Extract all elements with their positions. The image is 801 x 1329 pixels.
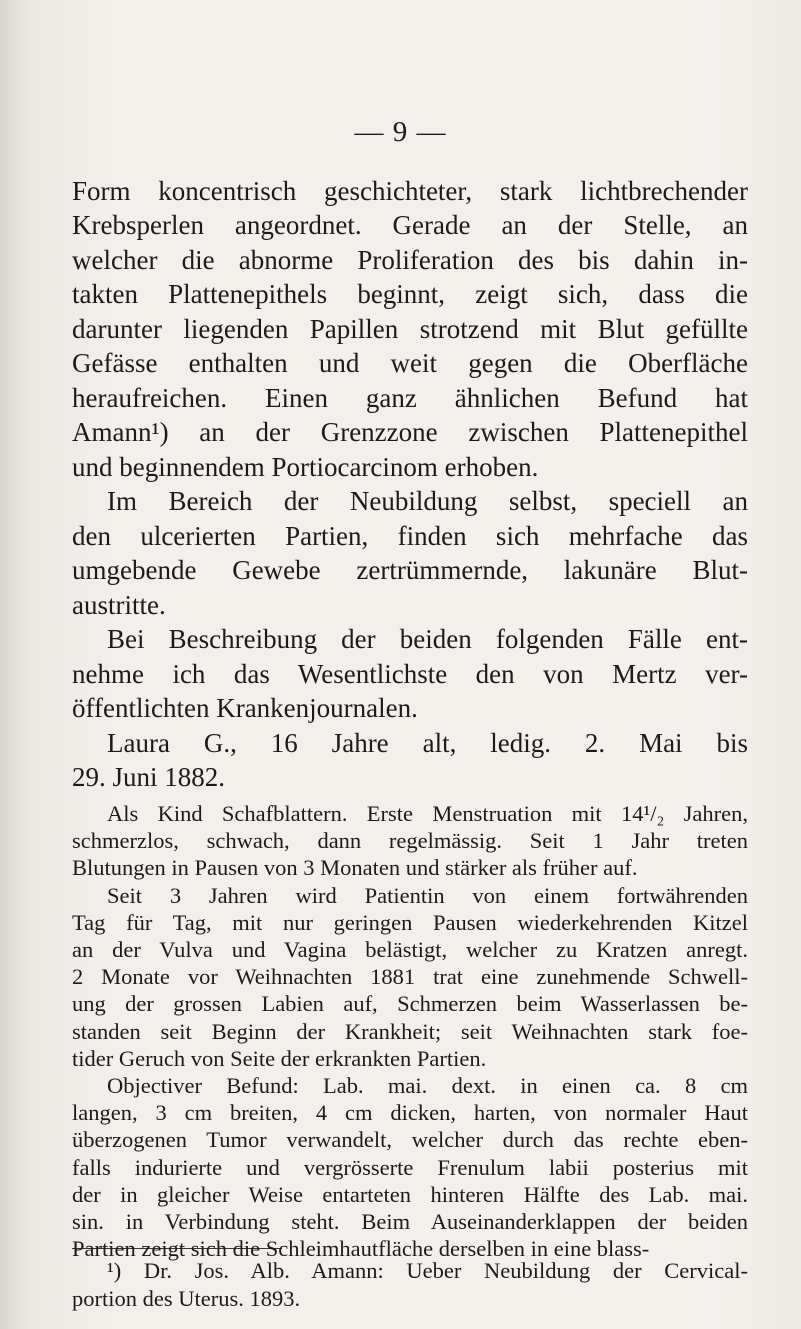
case-line: Tag für Tag, mit nur geringen Pausen wiederkehrenden Kitzel — [72, 909, 748, 935]
case-line: Blutungen in Pausen von 3 Monaten und stärker als früher auf. — [72, 855, 638, 881]
case-line: an der Vulva und Vagina belästigt, welcher zu Kratzen anregt. — [72, 937, 748, 962]
case-line: 2 Monate vor Weihnachten 1881 trat eine zunehmende Schwell- — [72, 964, 748, 990]
case-line: Objectiver Befund: Lab. mai. dext. in einen ca. 8 cm — [107, 1073, 748, 1098]
footnote-line: portion des Uterus. 1893. — [72, 1286, 301, 1311]
case-line: standen seit Beginn der Krankheit; seit Weihnachten stark foe- — [72, 1018, 748, 1044]
page-number: — 9 — — [354, 116, 447, 148]
text-line: den ulcerierten Partien, finden sich mehrfache das — [72, 521, 748, 551]
text-line: öffentlichten Krankenjournalen. — [72, 693, 418, 723]
case-line: der in gleicher Weise entarteten hinteren Hälfte des Lab. mai. — [72, 1181, 748, 1207]
text-line: Krebsperlen angeordnet. Gerade an der Stelle, an — [72, 210, 748, 240]
text-line: Form koncentrisch geschichteter, stark lichtbrechender — [72, 176, 748, 206]
case-line: tider Geruch von Seite der erkrankten Partien. — [72, 1045, 487, 1071]
text-line: takten Plattenepithels beginnt, zeigt sich, dass die — [72, 279, 748, 309]
footnote-line: ¹) Dr. Jos. Alb. Amann: Ueber Neubildung der Cervical- — [107, 1258, 748, 1283]
case-line: Als Kind Schafblattern. Erste Menstruation mit 14¹/₂ Jahren, — [107, 801, 748, 826]
case-line: falls indurierte und vergrösserte Frenulum labii posterius mit — [72, 1154, 748, 1180]
text-line: heraufreichen. Einen ganz ähnlichen Befund hat — [72, 383, 748, 413]
text-line: nehme ich das Wesentlichste den von Mertz ver- — [72, 659, 748, 689]
text-line: Gefässe enthalten und weit gegen die Oberfläche — [72, 348, 748, 378]
case-line: langen, 3 cm breiten, 4 cm dicken, harten, von normaler Haut — [72, 1100, 748, 1126]
case-line: Partien zeigt sich die Schleimhautfläche derselben in eine blass- — [72, 1236, 650, 1262]
case-line: überzogenen Tumor verwandelt, welcher durch das rechte eben- — [72, 1127, 748, 1153]
case-heading: Laura G., 16 Jahre alt, ledig. 2. Mai bis — [107, 728, 748, 758]
text-line: austritte. — [72, 590, 166, 620]
text-line: Bei Beschreibung der beiden folgenden Fälle ent- — [107, 624, 748, 654]
text-line: umgebende Gewebe zertrümmernde, lakunäre Blut- — [72, 555, 748, 585]
case-line: ung der grossen Labien auf, Schmerzen beim Wasserlassen be- — [72, 991, 748, 1017]
text-line: welcher die abnorme Proliferation des bis dahin in- — [72, 245, 748, 275]
case-line: schmerzlos, schwach, dann regelmässig. Seit 1 Jahr treten — [72, 828, 748, 854]
case-line: Seit 3 Jahren wird Patientin von einem fortwährenden — [107, 882, 748, 908]
text-line: 29. Juni 1882. — [72, 762, 226, 792]
text-line: Im Bereich der Neubildung selbst, speciell an — [107, 486, 748, 516]
text-line: darunter liegenden Papillen strotzend mit Blut gefüllte — [72, 314, 748, 344]
text-line: Amann¹) an der Grenzzone zwischen Plattenepithel — [72, 417, 748, 447]
case-line: sin. in Verbindung steht. Beim Auseinanderklappen der beiden — [72, 1209, 748, 1234]
text-line: und beginnendem Portiocarcinom erhoben. — [72, 452, 539, 482]
